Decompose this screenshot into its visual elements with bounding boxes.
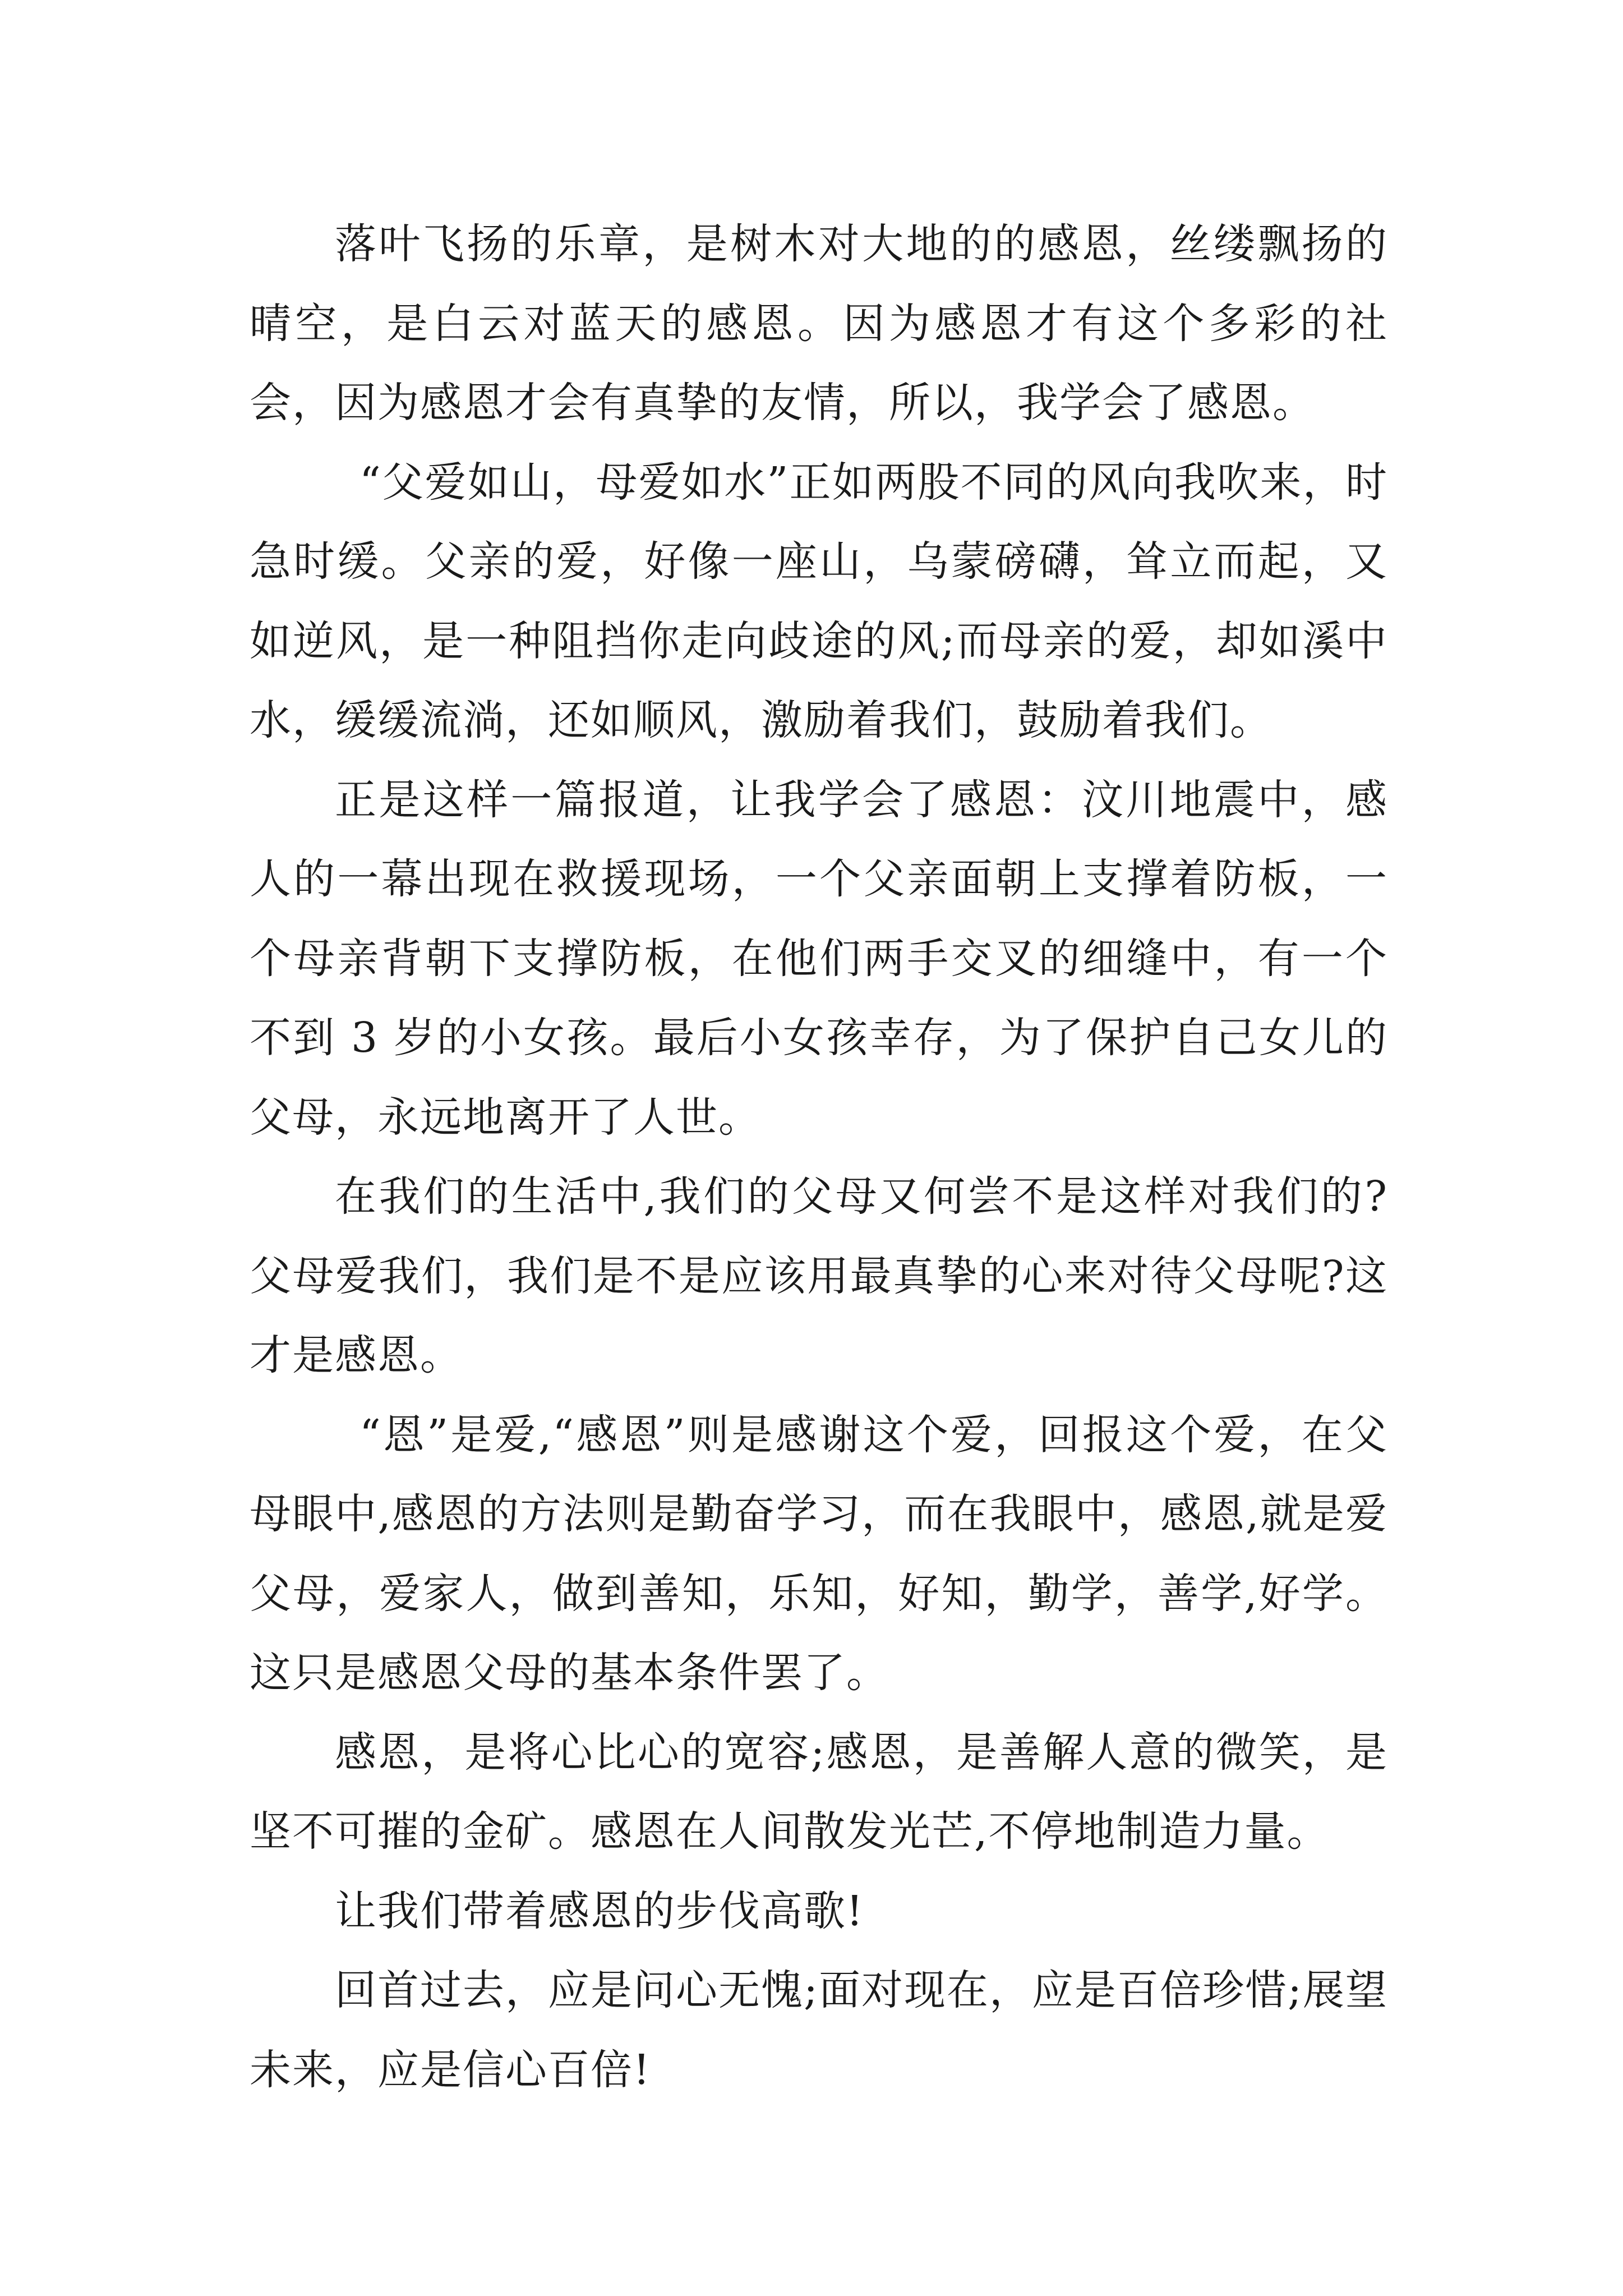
paragraph-8: 回首过去，应是问心无愧;面对现在，应是百倍珍惜;展望未来，应是信心百倍!	[250, 1966, 1388, 2094]
paragraph-5: “恩”是爱,“感恩”则是感谢这个爱，回报这个爱，在父母眼中,感恩的方法则是勤奋学习，而在我眼中，感恩,就是爱父母，爱家人，做到善知，乐知，好知，勤学，善学,好学。这只是感恩父母的基本条件罢了。	[250, 1410, 1388, 1697]
paragraph-4: 在我们的生活中,我们的父母又何尝不是这样对我们的?父母爱我们，我们是不是应该用最真挚的心来对待父母呢?这才是感恩。	[250, 1172, 1388, 1379]
paragraph-2: “父爱如山，母爱如水”正如两股不同的风向我吹来，时急时缓。父亲的爱，好像一座山，乌蒙磅礴，耸立而起，又如逆风，是一种阻挡你走向歧途的风;而母亲的爱，却如溪中水，缓缓流淌，还如顺风，激励着我们，鼓励着我们。	[250, 458, 1388, 744]
paragraph-7: 让我们带着感恩的步伐高歌!	[335, 1887, 864, 1935]
paragraph-1: 落叶飞扬的乐章，是树木对大地的的感恩，丝缕飘扬的晴空，是白云对蓝天的感恩。因为感恩才有这个多彩的社会，因为感恩才会有真挚的友情，所以，我学会了感恩。	[250, 220, 1388, 427]
paragraph-6: 感恩，是将心比心的宽容;感恩，是善解人意的微笑，是坚不可摧的金矿。感恩在人间散发光芒,不停地制造力量。	[250, 1728, 1388, 1856]
paragraph-3: 正是这样一篇报道，让我学会了感恩：汶川地震中，感人的一幕出现在救援现场，一个父亲面朝上支撑着防板，一个母亲背朝下支撑防板，在他们两手交叉的细缝中，有一个不到 3 岁的小女孩。最后小女孩幸存，为了保护自己女儿的父母，永远地离开了人世。	[250, 775, 1388, 1142]
document-body	[250, 205, 1388, 2110]
